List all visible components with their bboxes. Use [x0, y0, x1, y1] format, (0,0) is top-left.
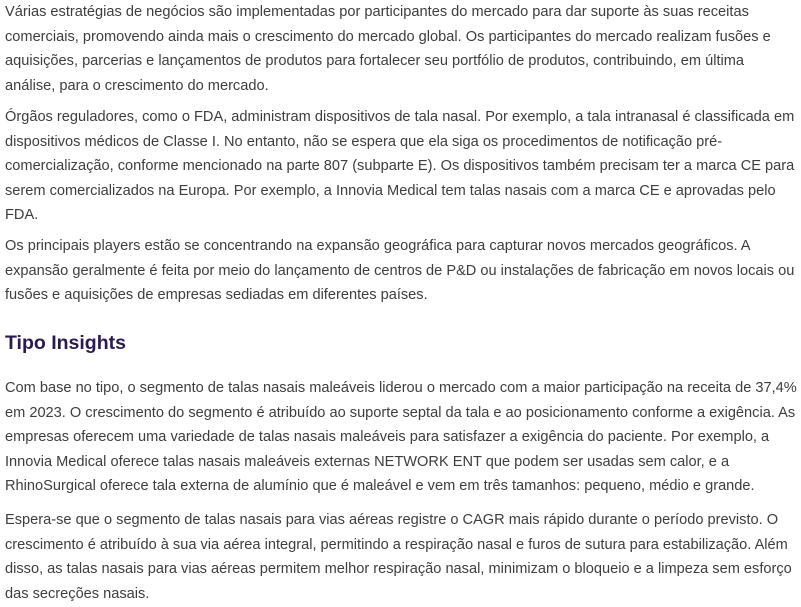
paragraph-malleable-splints: Com base no tipo, o segmento de talas nasais maleáveis liderou o mercado com a maior participação na receita de 37,4% em 2023. O crescimento do segmento é atribuído ao suporte septal da tala e ao posicionamento conforme a exigência. As empresas oferecem uma variedade de talas nasais maleáveis para satisfazer a exigência do paciente. Por exemplo, a Innovia Medical oferece talas nasais maleáveis externas NETWORK ENT que podem ser usadas sem calor, e a RhinoSurgical oferece tala externa de alumínio que é maleável e vem em três tamanhos: pequeno, médio e grande. [5, 380, 797, 495]
paragraph-airway-splints: Espera-se que o segmento de talas nasais para vias aéreas registre o CAGR mais rápido durante o período previsto. O crescimento é atribuído à sua via aérea integral, permitindo a respiração nasal e furos de sutura para estabilização. Além disso, as talas nasais para vias aéreas permitem melhor respiração nasal, minimizam o bloqueio e a limpeza sem esforço das secreções nasais. [5, 512, 792, 602]
paragraph-regulatory-bodies: Órgãos reguladores, como o FDA, administram dispositivos de tala nasal. Por exemplo, a tala intranasal é classificada em dispositivos médicos de Classe I. No entanto, não se espera que ela siga os procedimentos de notificação pré-comercialização, conforme mencionado na parte 807 (subparte E). Os dispositivos também precisam ter a marca CE para serem comercializados na Europa. Por exemplo, a Innovia Medical tem talas nasais com a marca CE e aprovadas pelo FDA. [5, 109, 795, 224]
paragraph-business-strategies: Várias estratégias de negócios são implementadas por participantes do mercado para dar suporte às suas receitas comerciais, promovendo ainda mais o crescimento do mercado global. Os participantes do mercado realizam fusões e aquisições, parcerias e lançamentos de produtos para fortalecer seu portfólio de produtos, contribuindo, em última análise, para o crescimento do mercado. [5, 4, 771, 94]
paragraph-geographic-expansion: Os principais players estão se concentrando na expansão geográfica para capturar novos mercados geográficos. A expansão geralmente é feita por meio do lançamento de centros de P&D ou instalações de fabricação em novos locais ou fusões e aquisições de empresas sediadas em diferentes países. [5, 238, 795, 304]
section-heading-type-insights: Tipo Insights [5, 332, 126, 354]
